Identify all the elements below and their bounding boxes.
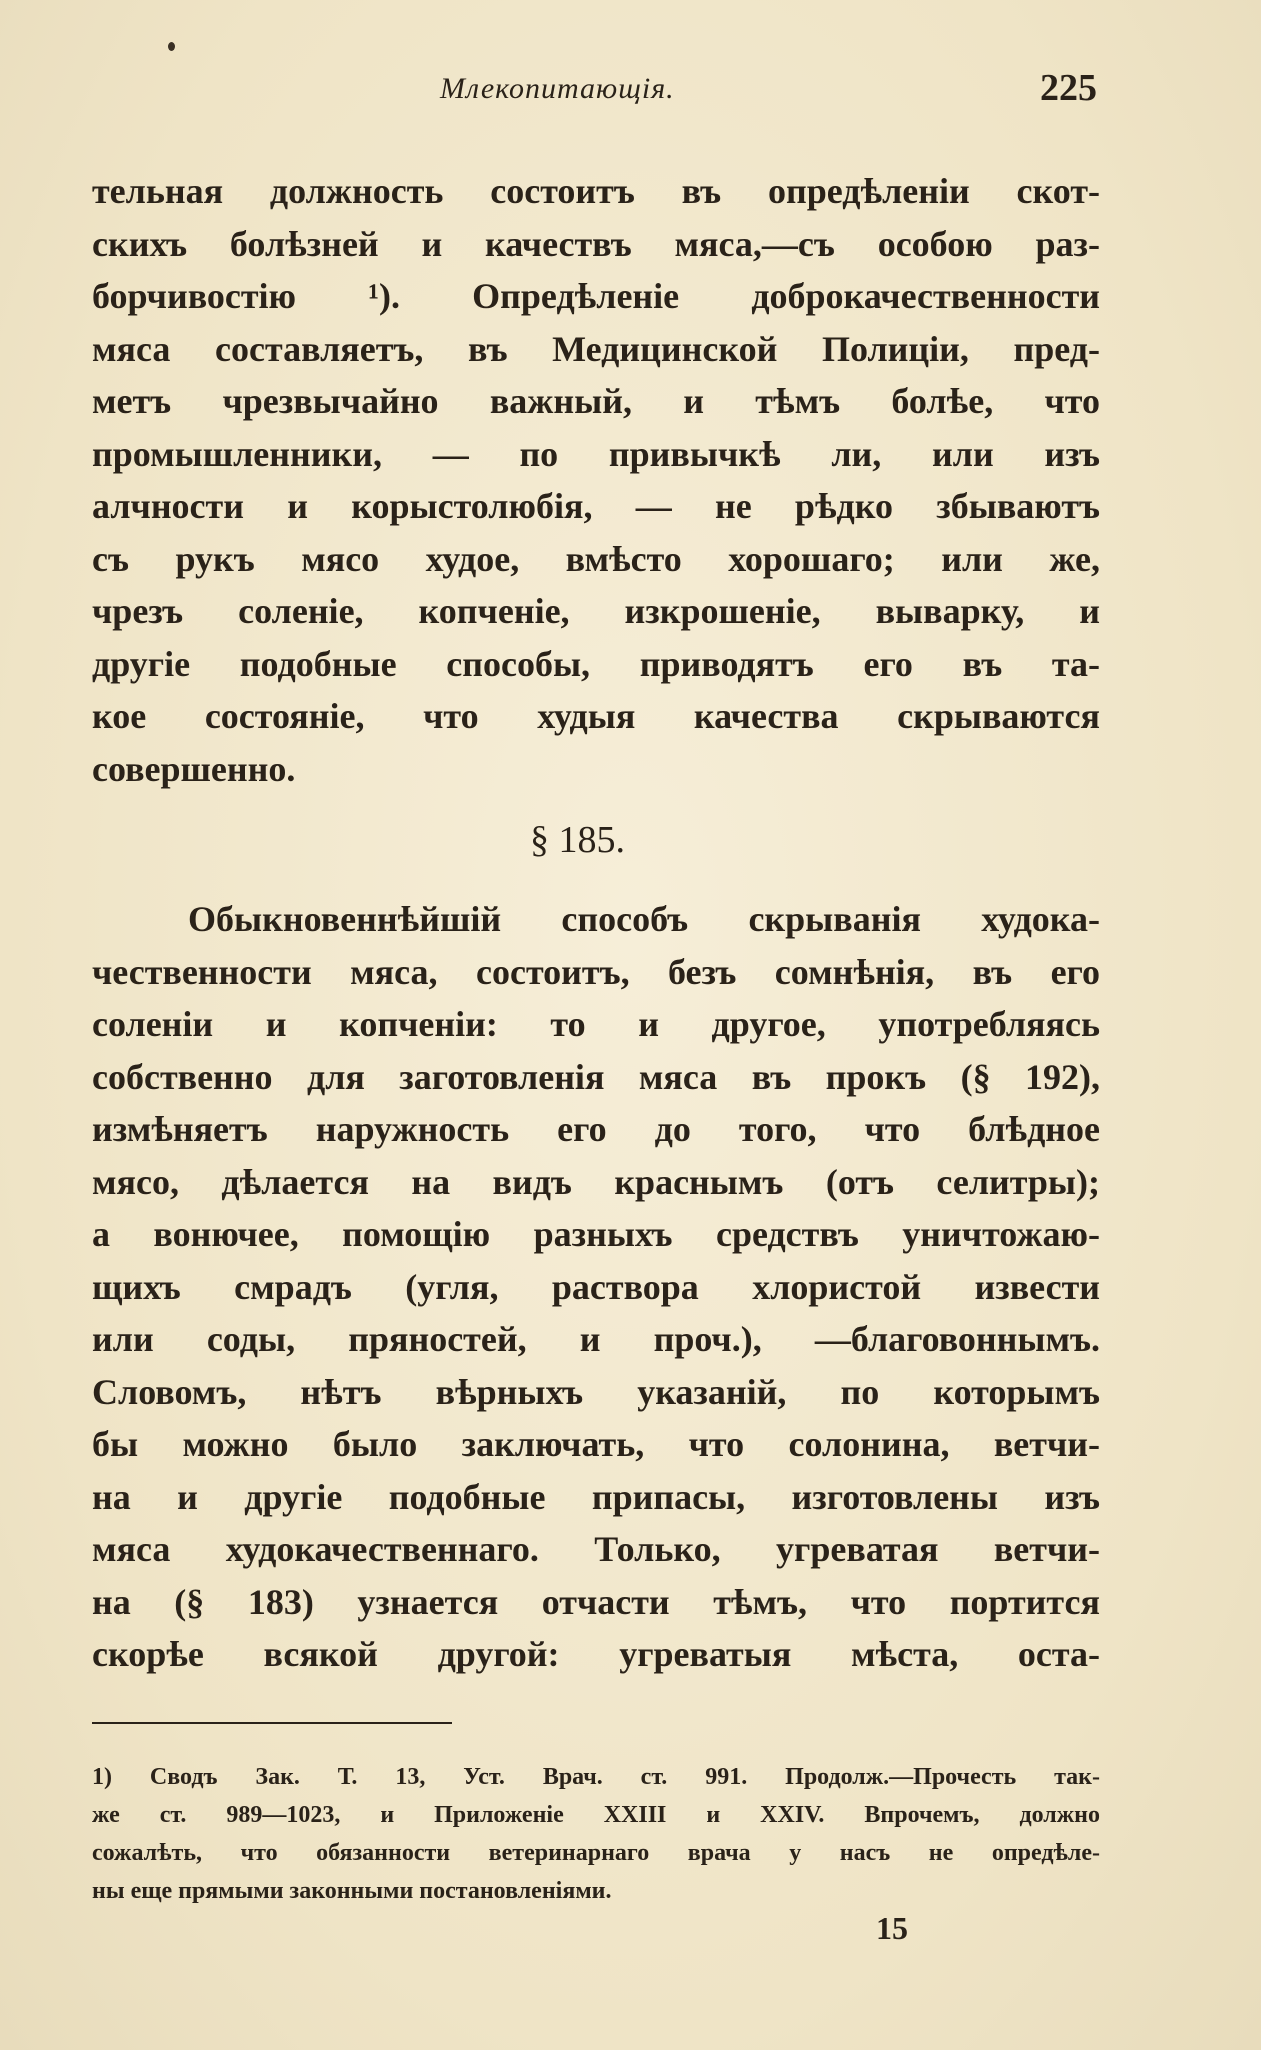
- footnote-line: же ст. 989—1023, и Приложеніе XXIII и XXIV. Впрочемъ, должно: [92, 1802, 1100, 1828]
- page-number: 225: [1040, 67, 1097, 109]
- footnote-line: ны еще прямыми законными постановленіями.: [92, 1878, 612, 1904]
- text-line: промышленники, — по привычкѣ ли, или изъ: [92, 433, 1100, 474]
- text-line: Обыкновеннѣйшій способъ скрыванія худока-: [188, 899, 1100, 939]
- text-line: чрезъ соленіе, копченіе, изкрошеніе, выварку, и: [92, 591, 1100, 631]
- text-line: на (§ 183) узнается отчасти тѣмъ, что портится: [92, 1581, 1100, 1622]
- text-line: мяса составляетъ, въ Медицинской Полиціи, пред-: [92, 328, 1100, 369]
- text-line: а вонючее, помощію разныхъ средствъ уничтожаю-: [92, 1214, 1100, 1254]
- text-line: совершенно.: [92, 748, 296, 789]
- text-line: скихъ болѣзней и качествъ мяса,—съ особою раз-: [92, 223, 1100, 264]
- text-line: скорѣе всякой другой: угреватыя мѣста, оста-: [92, 1634, 1100, 1674]
- signature-mark: 15: [876, 1910, 908, 1946]
- text-line: кое состояніе, что худыя качества скрываются: [92, 696, 1100, 736]
- footnote-line: 1) Сводъ Зак. Т. 13, Уст. Врач. ст. 991. Продолж.—Прочесть так-: [92, 1764, 1100, 1790]
- text-line: щихъ смрадъ (угля, раствора хлористой извести: [92, 1266, 1100, 1307]
- footnote-divider: [92, 1722, 452, 1724]
- text-line: измѣняетъ наружность его до того, что блѣдное: [92, 1109, 1100, 1149]
- text-line: метъ чрезвычайно важный, и тѣмъ болѣе, что: [92, 381, 1100, 421]
- section-heading: § 185.: [530, 819, 625, 861]
- text-line: собственно для заготовленія мяса въ прокъ (§ 192),: [92, 1056, 1100, 1097]
- text-line: или соды, пряностей, и проч.), —благовоннымъ.: [92, 1319, 1100, 1359]
- text-line: соленіи и копченіи: то и другое, употребляясь: [92, 1004, 1100, 1044]
- text-line: другіе подобные способы, приводятъ его въ та-: [92, 643, 1100, 684]
- text-line: алчности и корыстолюбія, — не рѣдко збываютъ: [92, 486, 1100, 526]
- footnote: [92, 1758, 1100, 1910]
- footnote-line: сожалѣть, что обязанности ветеринарнаго врача у насъ не опредѣле-: [92, 1840, 1100, 1866]
- text-line: мяса худокачественнаго. Только, угреватая ветчи-: [92, 1529, 1100, 1569]
- text-line: на и другіе подобные припасы, изготовлены изъ: [92, 1476, 1100, 1517]
- paragraph-1: [92, 165, 1100, 795]
- paragraph-2: [92, 893, 1100, 1681]
- text-line: мясо, дѣлается на видъ краснымъ (отъ селитры);: [92, 1161, 1100, 1202]
- ink-dot: [168, 42, 175, 51]
- text-line: бы можно было заключать, что солонина, ветчи-: [92, 1424, 1100, 1464]
- text-line: борчивостію ¹). Опредѣленіе доброкачественности: [92, 276, 1100, 316]
- text-line: Словомъ, нѣтъ вѣрныхъ указаній, по которымъ: [92, 1371, 1100, 1412]
- text-line: чественности мяса, состоитъ, безъ сомнѣнія, въ его: [92, 951, 1100, 992]
- text-line: съ рукъ мясо худое, вмѣсто хорошаго; или же,: [92, 538, 1100, 579]
- running-title: Млекопитающія.: [440, 72, 675, 105]
- text-line: тельная должность состоитъ въ опредѣленіи скот-: [92, 171, 1100, 211]
